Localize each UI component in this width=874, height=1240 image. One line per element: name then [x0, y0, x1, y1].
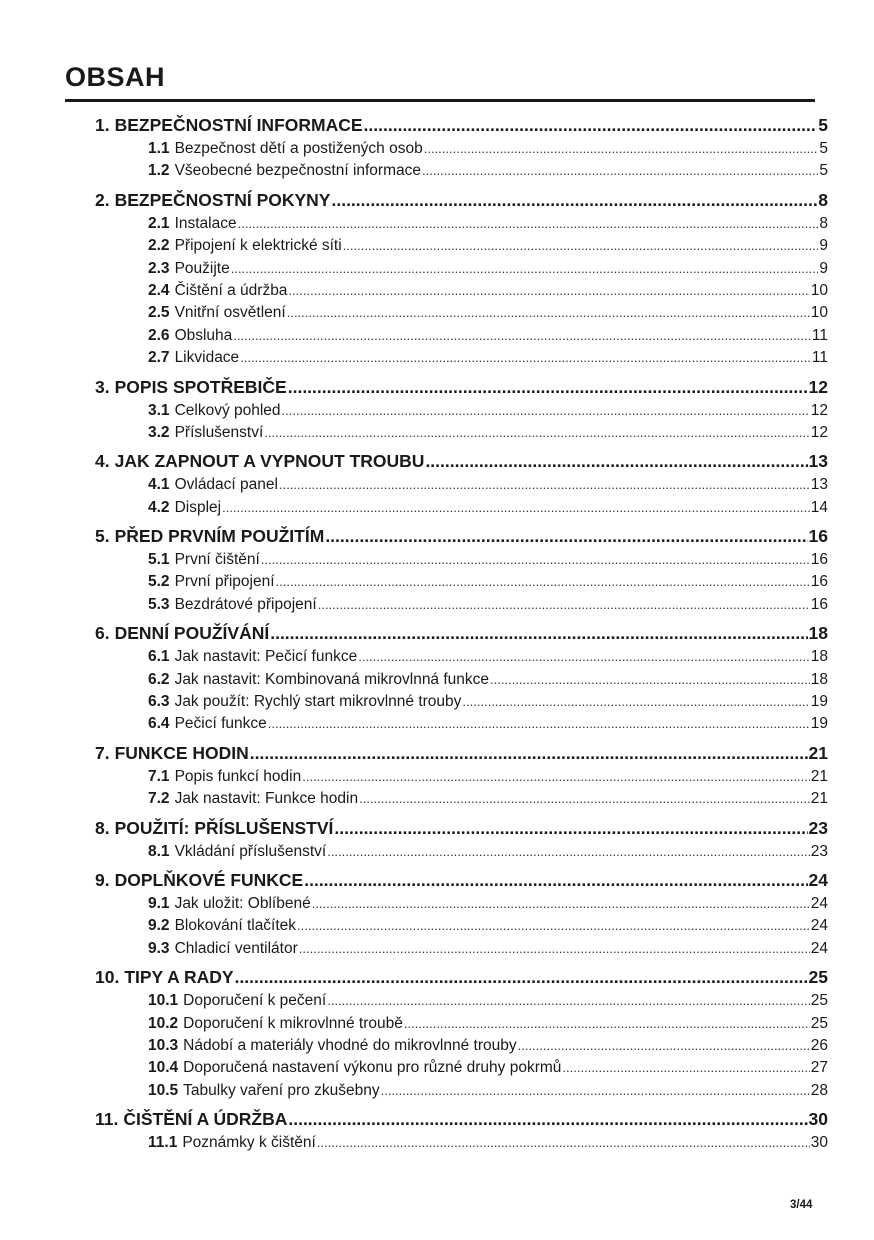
section-number: 1.1 — [148, 140, 170, 157]
dot-leader — [334, 816, 807, 841]
section-page: 28 — [810, 1081, 828, 1099]
dot-leader — [233, 325, 811, 347]
dot-leader — [343, 235, 819, 257]
toc-chapter — [95, 868, 828, 960]
toc-chapter-entry[interactable] — [95, 375, 828, 400]
section-page: 18 — [810, 648, 828, 666]
section-title: Jak nastavit: Pečicí funkce — [174, 648, 358, 666]
section-title: Jak použít: Rychlý start mikrovlnné trouby — [174, 693, 462, 711]
toc-chapter-entry[interactable] — [95, 449, 828, 474]
toc-section-entry[interactable] — [95, 400, 828, 422]
section-page: 23 — [810, 842, 828, 860]
toc-section-entry[interactable] — [95, 691, 828, 713]
toc-section-entry[interactable] — [95, 347, 828, 369]
section-title: Ovládací panel — [174, 476, 278, 494]
toc-section-entry[interactable] — [95, 766, 828, 788]
toc-chapter — [95, 449, 828, 519]
dot-leader — [288, 280, 809, 302]
toc-section-entry[interactable] — [95, 422, 828, 444]
section-page: 16 — [810, 551, 828, 569]
dot-leader — [238, 213, 819, 235]
dot-leader — [358, 646, 810, 668]
section-page: 26 — [810, 1036, 828, 1054]
toc-section-entry[interactable] — [95, 258, 828, 280]
section-number: 2.6 — [148, 326, 170, 344]
section-number: 8.1 — [148, 842, 170, 860]
section-number: 5.2 — [148, 573, 170, 591]
section-page: 25 — [810, 1014, 828, 1032]
section-page: 13 — [810, 476, 828, 494]
dot-leader — [327, 841, 810, 863]
dot-leader — [287, 302, 810, 324]
toc-chapter-entry[interactable] — [95, 113, 828, 138]
dot-leader — [270, 621, 807, 646]
section-page: 9 — [819, 259, 828, 277]
section-title: Chladicí ventilátor — [174, 939, 298, 957]
chapter-title: FUNKCE HODIN — [114, 742, 249, 763]
section-page: 24 — [810, 939, 828, 957]
dot-leader — [422, 160, 818, 182]
chapter-title: TIPY A RADY — [124, 967, 234, 988]
section-page: 30 — [810, 1134, 828, 1152]
section-number: 4.1 — [148, 476, 170, 494]
chapter-page: 25 — [808, 967, 828, 988]
chapter-title: BEZPEČNOSTNÍ POKYNY — [114, 189, 331, 210]
section-title: Připojení k elektrické síti — [174, 237, 342, 255]
section-title: Obsluha — [174, 326, 233, 344]
dot-leader — [424, 138, 819, 160]
dot-leader — [268, 713, 810, 735]
section-title: Pečicí funkce — [174, 715, 267, 733]
section-page: 11 — [811, 326, 828, 344]
section-page: 5 — [819, 140, 828, 157]
section-number: 2.2 — [148, 237, 170, 255]
toc-section-entry[interactable] — [95, 646, 828, 668]
toc-chapter — [95, 188, 828, 370]
toc-section-entry[interactable] — [95, 1057, 828, 1079]
chapter-number: 10. — [95, 967, 120, 988]
toc-section-entry[interactable] — [95, 788, 828, 810]
dot-leader — [359, 788, 810, 810]
dot-leader — [331, 188, 817, 213]
toc-section-entry[interactable] — [95, 325, 828, 347]
section-title: Nádobí a materiály vhodné do mikrovlnné trouby — [183, 1036, 517, 1054]
section-title: Poznámky k čištění — [182, 1134, 316, 1152]
section-title: Čištění a údržba — [174, 281, 288, 299]
chapter-number: 7. — [95, 742, 110, 763]
chapter-title: JAK ZAPNOUT A VYPNOUT TROUBU — [114, 451, 425, 472]
chapter-title: POPIS SPOTŘEBIČE — [114, 376, 287, 397]
section-page: 19 — [810, 715, 828, 733]
dot-leader — [297, 915, 810, 937]
chapter-number: 2. — [95, 189, 110, 210]
dot-leader — [222, 497, 810, 519]
dot-leader — [304, 868, 807, 893]
section-number: 2.5 — [148, 304, 170, 322]
chapter-page: 21 — [808, 742, 828, 763]
chapter-number: 1. — [95, 115, 110, 135]
table-of-contents — [95, 113, 828, 1155]
chapter-page: 18 — [808, 623, 828, 644]
section-number: 3.1 — [148, 401, 170, 419]
chapter-page: 16 — [808, 526, 828, 547]
section-page: 16 — [810, 573, 828, 591]
section-number: 7.2 — [148, 790, 170, 808]
section-number: 11.1 — [148, 1134, 178, 1152]
toc-chapter — [95, 741, 828, 811]
toc-section-entry[interactable] — [95, 713, 828, 735]
dot-leader — [299, 938, 810, 960]
dot-leader — [425, 449, 807, 474]
section-title: Použijte — [174, 259, 230, 277]
section-title: Bezdrátové připojení — [174, 595, 317, 613]
dot-leader — [404, 1013, 810, 1035]
toc-section-entry[interactable] — [95, 497, 828, 519]
section-number: 1.2 — [148, 162, 170, 180]
section-page: 16 — [810, 595, 828, 613]
toc-chapter-entry[interactable] — [95, 621, 828, 646]
toc-chapter — [95, 1107, 828, 1154]
toc-section-entry[interactable] — [95, 549, 828, 571]
section-page: 11 — [811, 349, 828, 367]
toc-section-entry[interactable] — [95, 841, 828, 863]
section-page: 5 — [819, 162, 828, 180]
section-number: 2.7 — [148, 349, 170, 367]
dot-leader — [264, 422, 809, 444]
section-title: První připojení — [174, 573, 275, 591]
toc-section-entry[interactable] — [95, 571, 828, 593]
toc-chapter-entry[interactable] — [95, 868, 828, 893]
section-page: 12 — [810, 401, 828, 419]
section-page: 19 — [810, 693, 828, 711]
section-number: 10.4 — [148, 1059, 179, 1077]
section-number: 5.1 — [148, 551, 170, 569]
toc-chapter-entry[interactable] — [95, 816, 828, 841]
dot-leader — [288, 375, 808, 400]
dot-leader — [325, 524, 807, 549]
toc-section-entry[interactable] — [95, 280, 828, 302]
chapter-number: 5. — [95, 526, 110, 547]
section-page: 21 — [810, 767, 828, 785]
chapter-title: POUŽITÍ: PŘÍSLUŠENSTVÍ — [114, 817, 334, 838]
dot-leader — [381, 1080, 810, 1102]
toc-chapter — [95, 965, 828, 1102]
section-number: 2.4 — [148, 281, 170, 299]
section-page: 12 — [810, 423, 828, 441]
section-number: 7.1 — [148, 767, 170, 785]
section-page: 14 — [810, 498, 828, 516]
section-title: Jak nastavit: Funkce hodin — [174, 790, 359, 808]
chapter-number: 3. — [95, 376, 110, 397]
section-number: 6.3 — [148, 693, 170, 711]
toc-section-entry[interactable] — [95, 893, 828, 915]
section-page: 24 — [810, 894, 828, 912]
chapter-number: 6. — [95, 623, 110, 644]
section-page: 8 — [819, 214, 828, 232]
dot-leader — [312, 893, 810, 915]
toc-section-entry[interactable] — [95, 1080, 828, 1102]
toc-section-entry[interactable] — [95, 160, 828, 182]
dot-leader — [231, 258, 819, 280]
chapter-title: BEZPEČNOSTNÍ INFORMACE — [114, 115, 363, 135]
dot-leader — [364, 113, 818, 138]
toc-chapter-entry[interactable] — [95, 1107, 828, 1132]
chapter-page: 23 — [808, 817, 828, 838]
section-title: Všeobecné bezpečnostní informace — [174, 162, 421, 180]
section-number: 4.2 — [148, 498, 170, 516]
section-title: Celkový pohled — [174, 401, 281, 419]
section-title: Vkládání příslušenství — [174, 842, 327, 860]
section-page: 18 — [810, 670, 828, 688]
section-number: 10.5 — [148, 1081, 179, 1099]
toc-section-entry[interactable] — [95, 1013, 828, 1035]
title-underline — [65, 99, 815, 102]
toc-section-entry[interactable] — [95, 138, 828, 160]
toc-section-entry[interactable] — [95, 915, 828, 937]
toc-section-entry[interactable] — [95, 1132, 828, 1154]
section-number: 3.2 — [148, 423, 170, 441]
section-title: Doporučená nastavení výkonu pro různé druhy pokrmů — [183, 1059, 562, 1077]
dot-leader — [562, 1057, 809, 1079]
page-title: OBSAH — [65, 62, 166, 92]
dot-leader — [302, 766, 810, 788]
section-number: 2.3 — [148, 259, 170, 277]
dot-leader — [261, 549, 810, 571]
section-title: Bezpečnost dětí a postižených osob — [174, 140, 423, 157]
chapter-title: PŘED PRVNÍM POUŽITÍM — [114, 526, 325, 547]
dot-leader — [317, 1132, 810, 1154]
section-title: Doporučení k pečení — [183, 992, 327, 1010]
toc-section-entry[interactable] — [95, 1035, 828, 1057]
dot-leader — [250, 741, 808, 766]
section-page: 21 — [810, 790, 828, 808]
chapter-page: 5 — [818, 115, 828, 135]
section-number: 2.1 — [148, 214, 170, 232]
section-title: Displej — [174, 498, 222, 516]
toc-section-entry[interactable] — [95, 594, 828, 616]
page-number-footer: 3/44 — [790, 1199, 813, 1211]
dot-leader — [490, 669, 810, 691]
section-page: 25 — [810, 992, 828, 1010]
chapter-page: 24 — [808, 869, 828, 890]
section-number: 9.2 — [148, 917, 170, 935]
section-number: 5.3 — [148, 595, 170, 613]
section-title: První čištění — [174, 551, 260, 569]
dot-leader — [462, 691, 809, 713]
chapter-number: 4. — [95, 451, 110, 472]
chapter-page: 30 — [808, 1109, 828, 1130]
dot-leader — [327, 990, 810, 1012]
dot-leader — [240, 347, 811, 369]
toc-section-entry[interactable] — [95, 474, 828, 496]
toc-chapter — [95, 524, 828, 616]
chapter-number: 9. — [95, 869, 110, 890]
section-title: Příslušenství — [174, 423, 264, 441]
toc-chapter — [95, 816, 828, 863]
section-title: Blokování tlačítek — [174, 917, 297, 935]
section-number: 10.2 — [148, 1014, 179, 1032]
section-number: 9.3 — [148, 939, 170, 957]
dot-leader — [235, 965, 808, 990]
toc-chapter-entry[interactable] — [95, 965, 828, 990]
toc-section-entry[interactable] — [95, 938, 828, 960]
chapter-title: ČIŠTĚNÍ A ÚDRŽBA — [123, 1109, 288, 1130]
chapter-title: DOPLŇKOVÉ FUNKCE — [114, 869, 304, 890]
section-page: 27 — [810, 1059, 828, 1077]
section-page: 10 — [810, 281, 828, 299]
toc-chapter-entry[interactable] — [95, 741, 828, 766]
chapter-title: DENNÍ POUŽÍVÁNÍ — [114, 623, 270, 644]
chapter-page: 13 — [808, 451, 828, 472]
section-title: Jak nastavit: Kombinovaná mikrovlnná funkce — [174, 670, 490, 688]
dot-leader — [518, 1035, 810, 1057]
dot-leader — [276, 571, 810, 593]
toc-section-entry[interactable] — [95, 669, 828, 691]
section-title: Instalace — [174, 214, 237, 232]
section-title: Tabulky vaření pro zkušebny — [183, 1081, 380, 1099]
chapter-page: 8 — [818, 189, 828, 210]
section-page: 9 — [819, 237, 828, 255]
section-number: 10.3 — [148, 1036, 179, 1054]
section-title: Popis funkcí hodin — [174, 767, 302, 785]
toc-section-entry[interactable] — [95, 235, 828, 257]
toc-chapter — [95, 113, 828, 183]
dot-leader — [318, 594, 810, 616]
section-title: Jak uložit: Oblíbené — [174, 894, 311, 912]
section-title: Likvidace — [174, 349, 240, 367]
section-number: 6.4 — [148, 715, 170, 733]
dot-leader — [288, 1107, 807, 1132]
section-page: 24 — [810, 917, 828, 935]
toc-section-entry[interactable] — [95, 213, 828, 235]
toc-section-entry[interactable] — [95, 990, 828, 1012]
dot-leader — [279, 474, 810, 496]
chapter-number: 8. — [95, 817, 110, 838]
toc-chapter — [95, 375, 828, 445]
section-title: Doporučení k mikrovlnné troubě — [183, 1014, 403, 1032]
toc-chapter-entry[interactable] — [95, 524, 828, 549]
section-title: Vnitřní osvětlení — [174, 304, 286, 322]
section-number: 10.1 — [148, 992, 179, 1010]
toc-section-entry[interactable] — [95, 302, 828, 324]
section-number: 9.1 — [148, 894, 170, 912]
chapter-number: 11. — [95, 1109, 119, 1130]
section-number: 6.2 — [148, 670, 170, 688]
dot-leader — [282, 400, 810, 422]
chapter-page: 12 — [808, 376, 828, 397]
toc-chapter — [95, 621, 828, 736]
section-number: 6.1 — [148, 648, 170, 666]
toc-chapter-entry[interactable] — [95, 188, 828, 213]
section-page: 10 — [810, 304, 828, 322]
